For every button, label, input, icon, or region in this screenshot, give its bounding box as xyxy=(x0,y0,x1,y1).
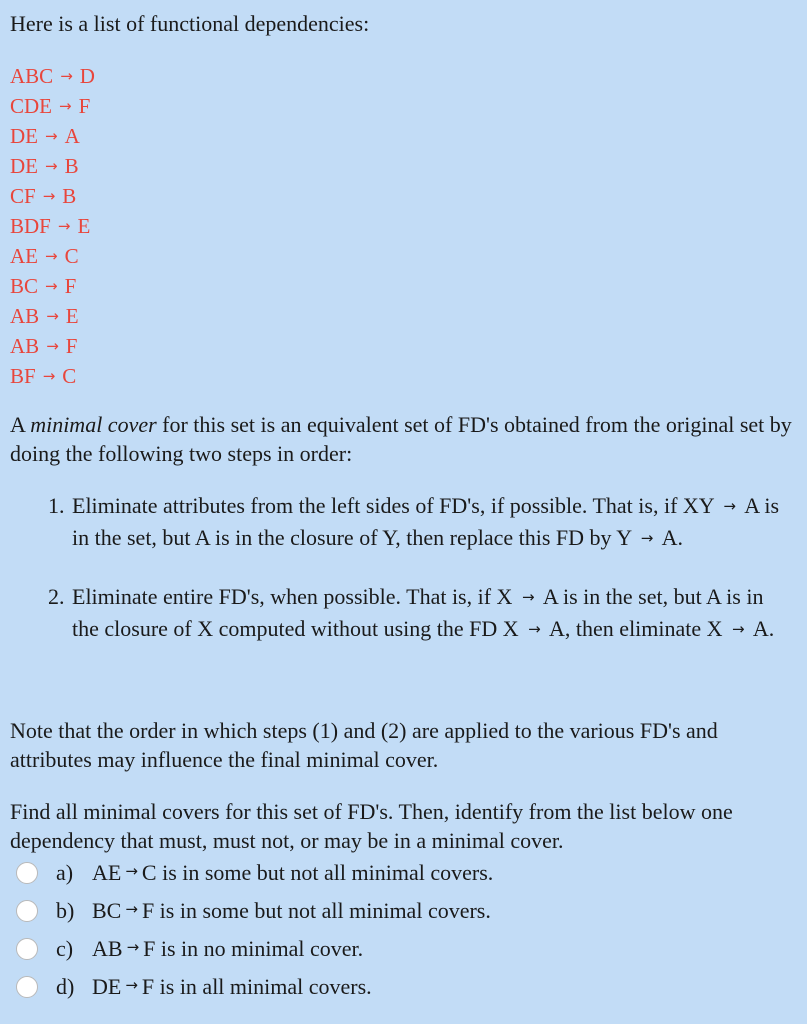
definition-prefix: A xyxy=(10,412,31,437)
fd-item xyxy=(10,241,95,271)
fd-lhs: BF xyxy=(10,364,36,388)
fd-item xyxy=(10,331,95,361)
step-text-part: Eliminate entire FD's, when possible. That is, if X xyxy=(72,584,518,609)
step-text-part: A, then eliminate X xyxy=(544,616,729,641)
arrow-icon: → xyxy=(528,620,541,638)
fd-rhs: E xyxy=(77,214,91,238)
fd-item xyxy=(10,91,95,121)
radio-button[interactable] xyxy=(16,862,38,884)
arrow-icon: → xyxy=(45,277,58,295)
fd-lhs: AB xyxy=(10,334,40,358)
question-paragraph: Find all minimal covers for this set of FD's. Then, identify from the list below one dependency that must, must not, or may be in a minimal cover. xyxy=(10,799,733,853)
arrow-icon: → xyxy=(125,862,138,880)
fd-lhs: CDE xyxy=(10,94,52,118)
step-text-part: A. xyxy=(748,616,775,641)
arrow-icon: → xyxy=(57,217,71,235)
arrow-icon: → xyxy=(60,67,73,85)
arrow-icon: → xyxy=(126,938,140,956)
fd-lhs: BC xyxy=(10,274,39,298)
arrow-icon: → xyxy=(42,367,56,385)
option-d[interactable] xyxy=(16,971,372,1003)
fd-lhs: DE xyxy=(10,124,38,148)
fd-item xyxy=(10,61,95,91)
fd-rhs: B xyxy=(64,154,79,178)
intro-text: Here is a list of functional dependencies: xyxy=(10,11,370,36)
fd-item xyxy=(10,271,95,301)
definition-paragraph xyxy=(10,410,795,468)
step-text-part: A is in the set, but A is in the closure of X computed without using the FD X xyxy=(72,584,764,641)
fd-rhs: A xyxy=(64,124,80,148)
option-text: F is in no minimal cover. xyxy=(143,936,364,961)
fd-lhs: CF xyxy=(10,184,36,208)
option-lhs: AB xyxy=(92,936,123,961)
fd-rhs: F xyxy=(64,274,77,298)
fd-rhs: F xyxy=(78,94,91,118)
fd-item xyxy=(10,151,95,181)
definition-term: minimal cover xyxy=(30,412,157,437)
arrow-icon: → xyxy=(45,127,58,145)
fd-lhs: AE xyxy=(10,244,38,268)
option-letter: d) xyxy=(56,974,75,999)
arrow-icon: → xyxy=(46,337,59,355)
option-text: F is in some but not all minimal covers. xyxy=(141,898,491,923)
fd-item xyxy=(10,361,95,391)
option-letter: a) xyxy=(56,860,74,885)
fd-rhs: E xyxy=(65,304,79,328)
fd-rhs: B xyxy=(62,184,77,208)
fd-lhs: BDF xyxy=(10,214,51,238)
fd-rhs: C xyxy=(62,364,77,388)
radio-button[interactable] xyxy=(16,976,38,998)
arrow-icon: → xyxy=(723,497,736,515)
fd-item xyxy=(10,301,95,331)
step-text-part: A. xyxy=(657,525,684,550)
option-text: F is in all minimal covers. xyxy=(141,974,372,999)
fd-lhs: AB xyxy=(10,304,40,328)
arrow-icon: → xyxy=(46,307,59,325)
arrow-icon: → xyxy=(640,529,654,547)
step-item xyxy=(48,491,788,555)
arrow-icon: → xyxy=(125,976,138,994)
arrow-icon: → xyxy=(45,157,58,175)
fd-rhs: F xyxy=(65,334,78,358)
steps-list xyxy=(48,491,788,646)
fd-rhs: D xyxy=(79,64,95,88)
option-letter: c) xyxy=(56,936,74,961)
fd-lhs: DE xyxy=(10,154,38,178)
definition-rest: for this set is an equivalent set of FD's obtained from the original set by doing the following two steps in order: xyxy=(10,412,792,466)
option-letter: b) xyxy=(56,898,75,923)
arrow-icon: → xyxy=(45,247,58,265)
option-text: C is in some but not all minimal covers. xyxy=(141,860,494,885)
option-lhs: BC xyxy=(92,898,122,923)
step-number: 1. xyxy=(48,493,65,518)
fd-item xyxy=(10,181,95,211)
fd-item xyxy=(10,211,95,241)
note-paragraph: Note that the order in which steps (1) and (2) are applied to the various FD's and attributes may influence the final minimal cover. xyxy=(10,718,718,772)
option-a[interactable] xyxy=(16,857,493,889)
arrow-icon: → xyxy=(125,900,138,918)
step-item xyxy=(48,582,788,646)
radio-button[interactable] xyxy=(16,900,38,922)
fd-rhs: C xyxy=(64,244,79,268)
fd-lhs: ABC xyxy=(10,64,54,88)
arrow-icon: → xyxy=(42,187,56,205)
arrow-icon: → xyxy=(59,97,72,115)
step-text-part: Eliminate attributes from the left sides of FD's, if possible. That is, if XY xyxy=(72,493,720,518)
option-c[interactable] xyxy=(16,933,363,965)
arrow-icon: → xyxy=(521,588,535,606)
arrow-icon: → xyxy=(732,620,745,638)
step-text xyxy=(72,491,788,555)
step-number: 2. xyxy=(48,584,65,609)
step-text xyxy=(72,582,788,646)
fd-list xyxy=(10,61,95,391)
option-lhs: AE xyxy=(92,860,122,885)
radio-button[interactable] xyxy=(16,938,38,960)
fd-item xyxy=(10,121,95,151)
option-lhs: DE xyxy=(92,974,122,999)
step-text-part: A is in the set, but A is in the closure of Y, then replace this FD by Y xyxy=(72,493,780,550)
option-b[interactable] xyxy=(16,895,491,927)
